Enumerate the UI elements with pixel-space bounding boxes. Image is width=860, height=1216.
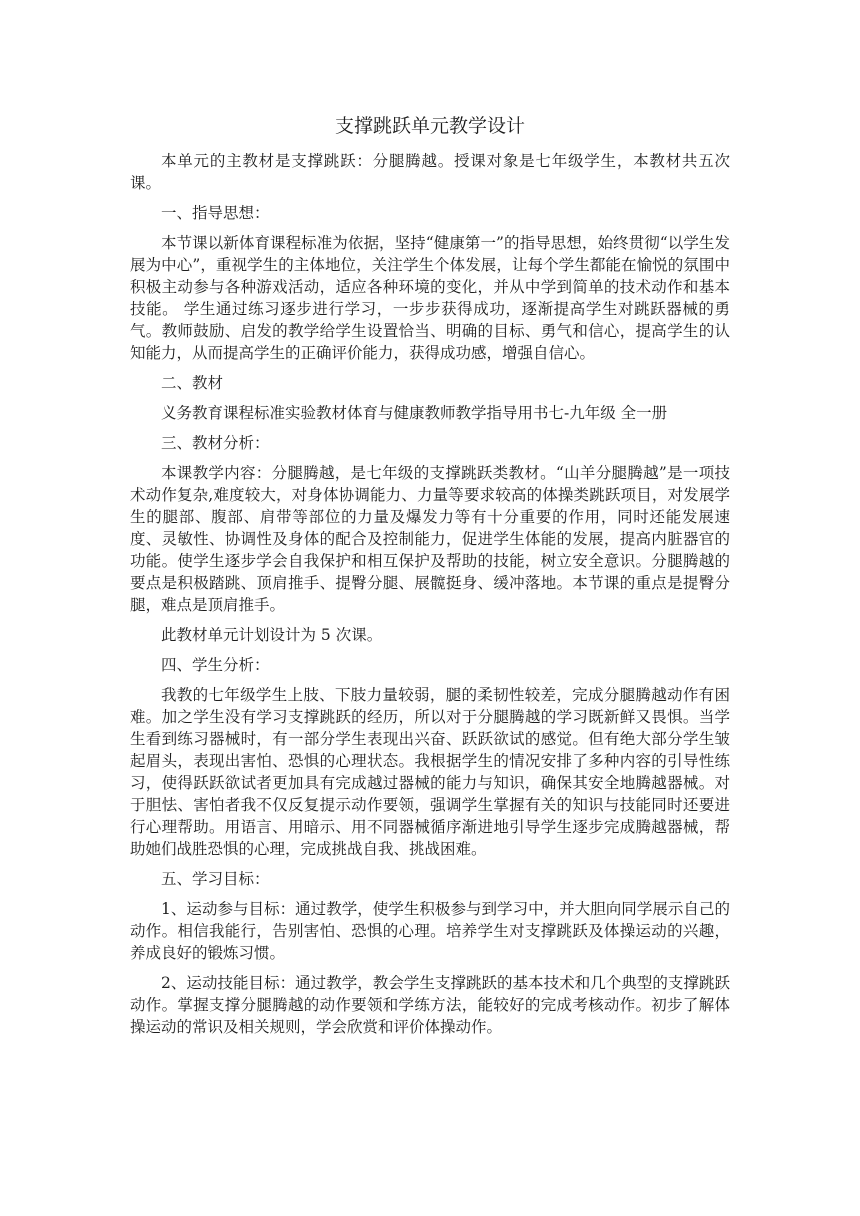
learning-goal-skills: 2、运动技能目标：通过教学，教会学生支撑跳跃的基本技术和几个典型的支撑跳跃动作。掌握支撑分腿腾越的动作要领和学练方法，能较好的完成考核动作。初步了解体操运动的常识及相关规则，学会欣赏和评价体操动作。: [130, 974, 730, 1036]
document-body: [130, 112, 730, 1046]
guiding-ideology-paragraph: 本节课以新体育课程标准为依据，坚持“健康第一”的指导思想，始终贯彻“以学生发展为中心”，重视学生的主体地位，关注学生个体发展，让每个学生都能在愉悦的氛围中积极主动参与各种游戏活动，适应各种环境的变化，并从中学到简单的技术动作和基本技能。 学生通过练习逐步进行学习，一步步获得成功，逐渐提高学生对跳跃器械的勇气。教师鼓励、启发的教学给学生设置恰当、明确的目标、勇气和信心，提高学生的认知能力，从而提高学生的正确评价能力，获得成功感，增强自信心。: [130, 234, 730, 362]
student-analysis-paragraph: 我教的七年级学生上肢、下肢力量较弱，腿的柔韧性较差，完成分腿腾越动作有困难。加之学生没有学习支撑跳跃的经历，所以对于分腿腾越的学习既新鲜又畏惧。当学生看到练习器械时，有一部分学生表现出兴奋、跃跃欲试的感觉。但有绝大部分学生皱起眉头，表现出害怕、恐惧的心理状态。我根据学生的情况安排了多种内容的引导性练习，使得跃跃欲试者更加具有完成越过器械的能力与知识，确保其安全地腾越器械。对于胆怯、害怕者我不仅反复提示动作要领，强调学生掌握有关的知识与技能同时还要进行心理帮助。用语言、用暗示、用不同器械循序渐进地引导学生逐步完成腾越器械，帮助她们战胜恐惧的心理，完成挑战自我、挑战困难。: [130, 686, 730, 858]
intro-paragraph: 本单元的主教材是支撑跳跃：分腿腾越。授课对象是七年级学生，本教材共五次课。: [130, 152, 730, 192]
textbook-paragraph: 义务教育课程标准实验教材体育与健康教师教学指导用书七-九年级 全一册: [161, 404, 668, 422]
section-heading-guiding-ideology: 一、指导思想：: [161, 204, 270, 222]
lesson-plan-count-paragraph: 此教材单元计划设计为 5 次课。: [161, 626, 383, 644]
document-title: 支撑跳跃单元教学设计: [334, 115, 525, 137]
section-heading-student-analysis: 四、学生分析：: [161, 656, 270, 674]
section-heading-learning-goals: 五、学习目标：: [161, 870, 270, 888]
learning-goal-participation: 1、运动参与目标：通过教学，使学生积极参与到学习中，并大胆向同学展示自己的动作。相信我能行，告别害怕、恐惧的心理。培养学生对支撑跳跃及体操运动的兴趣，养成良好的锻炼习惯。: [130, 900, 730, 962]
section-heading-textbook: 二、教材: [161, 374, 224, 392]
section-heading-textbook-analysis: 三、教材分析：: [161, 434, 270, 452]
textbook-analysis-paragraph: 本课教学内容：分腿腾越，是七年级的支撑跳跃类教材。“山羊分腿腾越”是一项技术动作复杂,难度较大，对身体协调能力、力量等要求较高的体操类跳跃项目，对发展学生的腿部、腹部、肩带等部位的力量及爆发力等有十分重要的作用，同时还能发展速度、灵敏性、协调性及身体的配合及控制能力，促进学生体能的发展，提高内脏器官的功能。使学生逐步学会自我保护和相互保护及帮助的技能，树立安全意识。分腿腾越的要点是积极踏跳、顶肩推手、提臀分腿、展髋挺身、缓冲落地。本节课的重点是提臀分腿，难点是顶肩推手。: [130, 464, 730, 614]
